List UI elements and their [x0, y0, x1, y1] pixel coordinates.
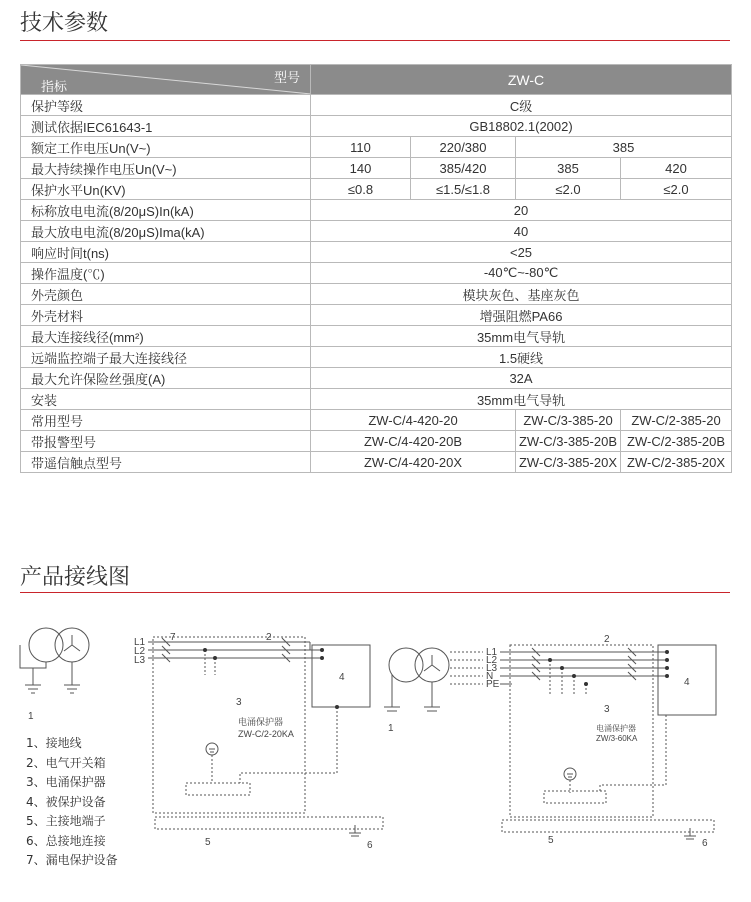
row-value: C级 [311, 95, 732, 116]
row-value: ≤0.8 [311, 179, 411, 200]
section-divider [20, 592, 730, 593]
row-label: 测试依据IEC61643-1 [21, 116, 311, 137]
table-row [21, 158, 732, 179]
number-label: 6 [702, 838, 708, 849]
row-value: ZW-C/3-385-20X [516, 452, 621, 473]
row-value: 420 [621, 158, 732, 179]
line-label-l2: L2 [134, 646, 146, 657]
line-label-l3: L3 [134, 655, 146, 666]
table-row [21, 347, 732, 368]
row-value: -40℃~-80℃ [311, 263, 732, 284]
diagram-legend [26, 734, 118, 871]
number-label: 5 [548, 835, 554, 846]
line-label-l3: L3 [486, 663, 498, 674]
device-model: ZW/3-60KA [596, 734, 638, 743]
row-value: 35mm电气导轨 [311, 389, 732, 410]
table-row [21, 368, 732, 389]
row-value: ZW-C/4-420-20 [311, 410, 516, 431]
table-row [21, 263, 732, 284]
table-row [21, 389, 732, 410]
row-value: ZW-C/2-385-20B [621, 431, 732, 452]
legend-item: 5、主接地端子 [26, 814, 106, 828]
row-value: 110 [311, 137, 411, 158]
row-value: 385/420 [411, 158, 516, 179]
row-label: 响应时间t(ns) [21, 242, 311, 263]
number-label: 7 [170, 632, 176, 643]
row-label: 最大持续操作电压Un(V~) [21, 158, 311, 179]
ground-terminal [544, 791, 606, 803]
row-value: ≤2.0 [516, 179, 621, 200]
legend-item: 3、电涌保护器 [26, 775, 106, 789]
section-divider [20, 40, 730, 41]
row-value: 20 [311, 200, 732, 221]
legend-item: 4、被保护设备 [26, 794, 106, 809]
row-label: 最大允许保险丝强度(A) [21, 368, 311, 389]
row-value: 1.5硬线 [311, 347, 732, 368]
legend-item: 6、总接地连接 [26, 833, 106, 848]
number-label: 4 [339, 672, 345, 683]
table-header-row [21, 65, 732, 95]
row-label: 操作温度(℃) [21, 263, 311, 284]
row-label: 保护等级 [21, 95, 311, 116]
row-value: 40 [311, 221, 732, 242]
section-title-wiring: 产品接线图 [20, 565, 131, 590]
row-label: 最大放电电流(8/20μS)Ima(kA) [21, 221, 311, 242]
row-value: 35mm电气导轨 [311, 326, 732, 347]
number-label: 5 [205, 837, 211, 848]
spec-table [20, 64, 732, 473]
row-label: 安装 [21, 389, 311, 410]
transformer-icon [20, 628, 89, 693]
number-label: 2 [604, 634, 610, 645]
table-row [21, 410, 732, 431]
row-value: 32A [311, 368, 732, 389]
row-label: 外壳材料 [21, 305, 311, 326]
phase-lines [500, 652, 667, 676]
number-label: 4 [684, 677, 690, 688]
legend-item: 7、漏电保护设备 [26, 853, 118, 867]
header-model-label: 型号 [273, 70, 300, 85]
table-row [21, 179, 732, 200]
row-value: 220/380 [411, 137, 516, 158]
header-corner-cell [21, 65, 311, 95]
row-value: 385 [516, 137, 732, 158]
number-label: 2 [266, 632, 272, 643]
legend-item: 2、电气开关箱 [26, 755, 106, 770]
row-value: 增强阻燃PA66 [311, 305, 732, 326]
row-label: 远端监控端子最大连接线径 [21, 347, 311, 368]
row-label: 额定工作电压Un(V~) [21, 137, 311, 158]
row-value: ≤1.5/≤1.8 [411, 179, 516, 200]
table-row [21, 116, 732, 137]
device-model: ZW-C/2-20KA [238, 729, 294, 739]
section-title-specs: 技术参数 [20, 11, 109, 36]
phase-lines [148, 642, 322, 658]
device-label: 电涌保护器 [238, 717, 284, 727]
table-row [21, 95, 732, 116]
ground-terminal [186, 783, 250, 795]
row-value: ZW-C/3-385-20B [516, 431, 621, 452]
line-label-l1: L1 [486, 647, 498, 658]
line-label-n: N [486, 671, 494, 682]
row-value: ZW-C/4-420-20X [311, 452, 516, 473]
row-label: 外壳颜色 [21, 284, 311, 305]
table-row [21, 326, 732, 347]
table-row [21, 137, 732, 158]
table-row [21, 221, 732, 242]
row-value: GB18802.1(2002) [311, 116, 732, 137]
row-label: 保护水平Un(KV) [21, 179, 311, 200]
table-row [21, 242, 732, 263]
header-model-value: ZW-C [311, 65, 732, 95]
row-value: ZW-C/4-420-20B [311, 431, 516, 452]
line-label-pe: PE [486, 679, 500, 690]
row-value: <25 [311, 242, 732, 263]
table-row [21, 452, 732, 473]
table-row [21, 305, 732, 326]
table-row [21, 431, 732, 452]
row-value: ZW-C/2-385-20 [621, 410, 732, 431]
legend-item: 1、接地线 [26, 736, 82, 750]
row-label: 标称放电电流(8/20μS)In(kA) [21, 200, 311, 221]
table-row [21, 200, 732, 221]
header-indicator-label: 指标 [41, 79, 68, 94]
row-label: 带遥信触点型号 [21, 452, 311, 473]
row-value: ZW-C/2-385-20X [621, 452, 732, 473]
row-value: 模块灰色、基座灰色 [311, 284, 732, 305]
row-value: ZW-C/3-385-20 [516, 410, 621, 431]
main-ground-bar [502, 820, 714, 832]
line-label-l1: L1 [134, 637, 146, 648]
number-label: 1 [388, 723, 394, 734]
row-value: 385 [516, 158, 621, 179]
number-label: 1 [28, 711, 34, 722]
number-label: 3 [236, 697, 242, 708]
transformer-icon [384, 648, 449, 711]
row-value: 140 [311, 158, 411, 179]
row-label: 最大连接线径(mm²) [21, 326, 311, 347]
line-label-l2: L2 [486, 655, 498, 666]
row-value: ≤2.0 [621, 179, 732, 200]
number-label: 6 [367, 840, 373, 851]
main-ground-bar [155, 817, 383, 829]
row-label: 常用型号 [21, 410, 311, 431]
table-row [21, 284, 732, 305]
device-label: 电涌保护器 [596, 724, 636, 733]
number-label: 3 [604, 704, 610, 715]
row-label: 带报警型号 [21, 431, 311, 452]
